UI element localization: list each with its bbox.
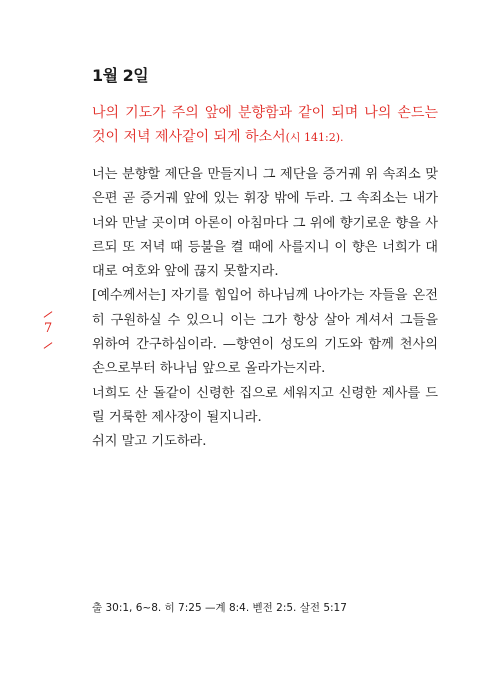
page-mark-dash-bottom: [44, 342, 53, 349]
scripture-references: 출 30:1, 6~8. 히 7:25 —계 8:4. 벧전 2:5. 살전 5:17: [92, 602, 347, 614]
reading-body: [92, 163, 438, 455]
verse-reference: (시 141:2).: [285, 131, 344, 144]
page-number-mark: [36, 310, 62, 350]
key-verse: [92, 101, 438, 150]
page-mark-dash-top: [44, 311, 53, 318]
page-number: 7: [44, 321, 53, 336]
body-paragraph: 쉬지 말고 기도하라.: [92, 434, 207, 450]
body-paragraph: 너희도 산 돌같이 신령한 집으로 세워지고 신령한 제사를 드릴 거룩한 제사장이 될지니라.: [92, 385, 438, 425]
date-heading: 1월 2일: [92, 66, 149, 85]
verse-text: 나의 기도가 주의 앞에 분향함과 같이 되며 나의 손드는 것이 저녁 제사같이 되게 하소서: [92, 105, 438, 145]
body-paragraph: [예수께서는] 자기를 힘입어 하나님께 나아가는 자들을 온전히 구원하실 수 있으니 이는 그가 항상 살아 계셔서 그들을 위하여 간구하심이라. —향연이 성도의 기도와 함께 천사의 손으로부터 하나님 앞으로 올라가는지라.: [92, 288, 438, 377]
body-paragraph: 너는 분향할 제단을 만들지니 그 제단을 증거궤 위 속죄소 맞은편 곧 증거궤 앞에 있는 휘장 밖에 두라. 그 속죄소는 내가 너와 만날 곳이며 아론이 아침마다 그 위에 향기로운 향을 사르되 또 저녁 때 등불을 켤 때에 사를지니 이 향은 너희가 대대로 여호와 앞에 끊지 못할지라.: [92, 167, 438, 280]
